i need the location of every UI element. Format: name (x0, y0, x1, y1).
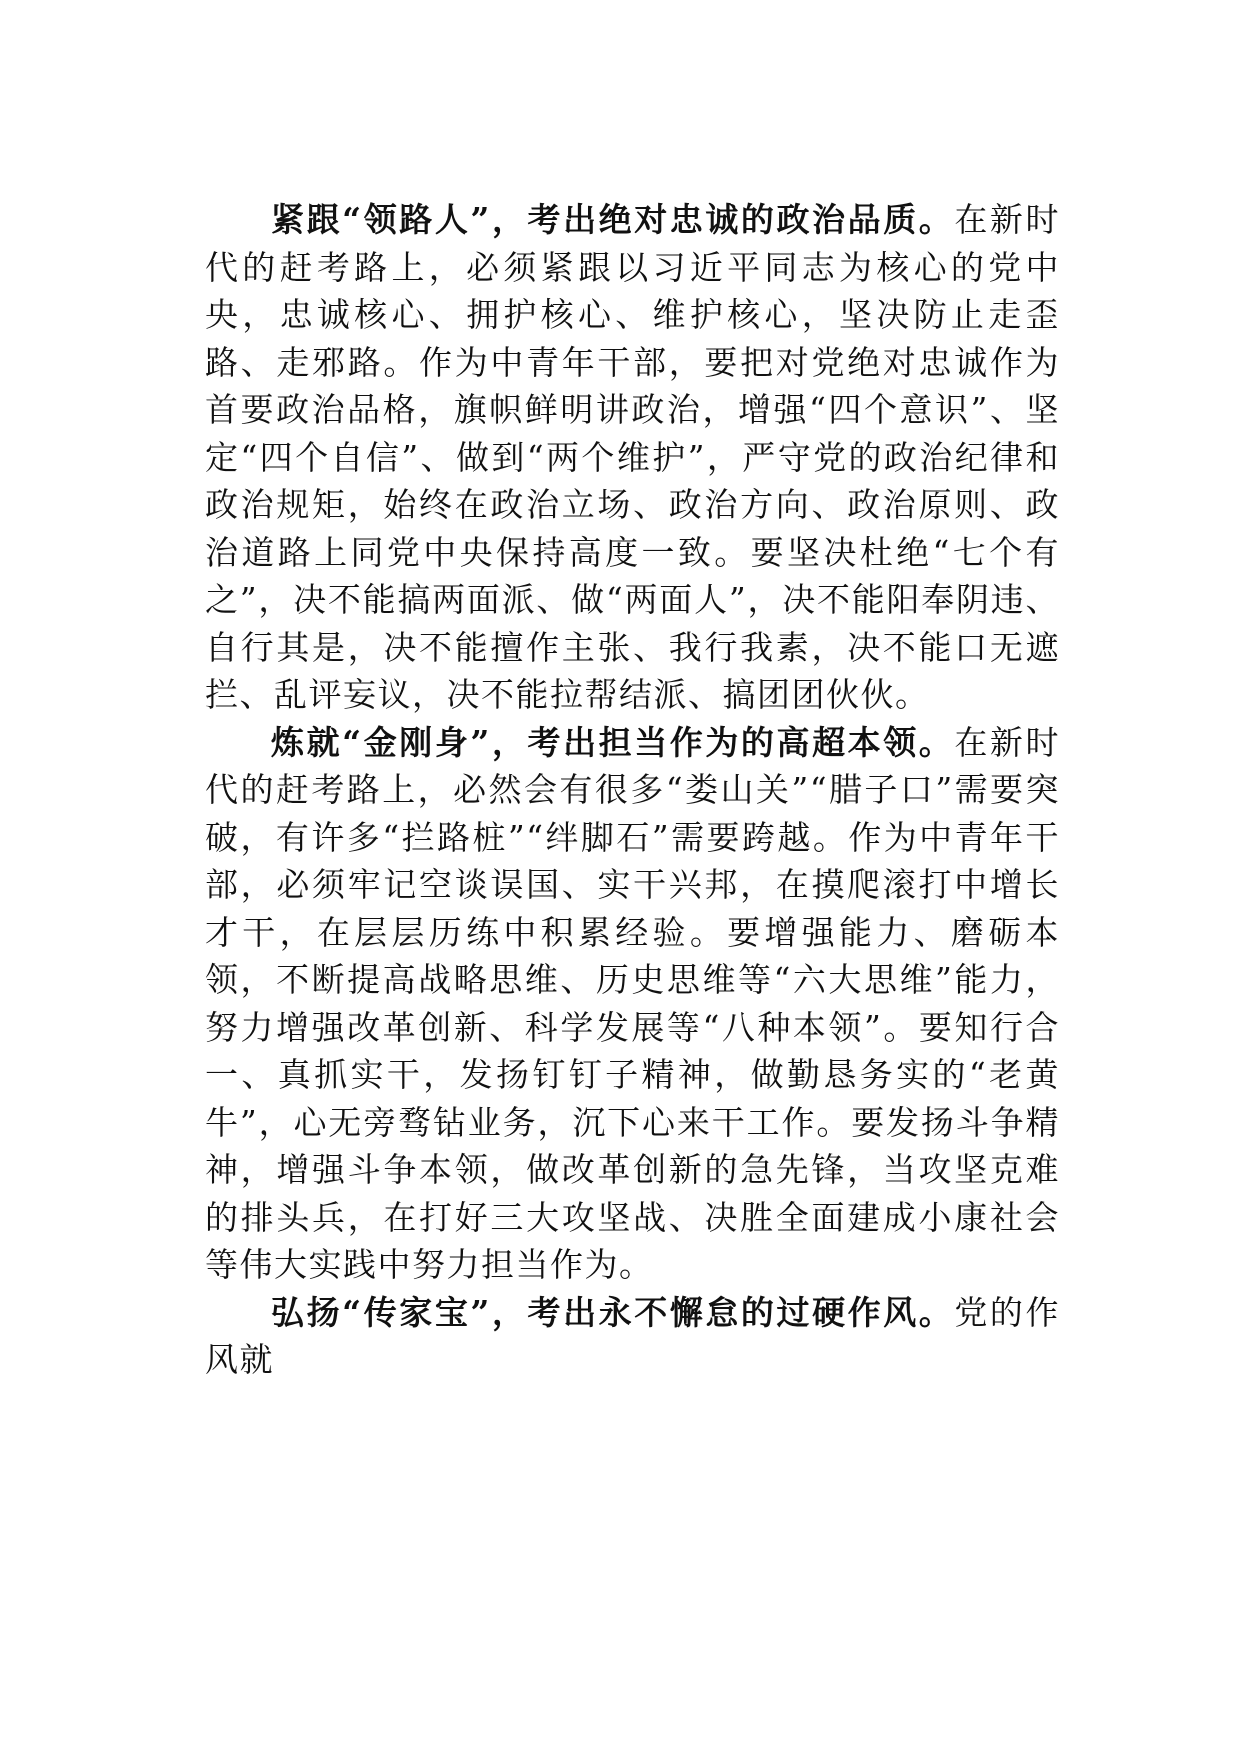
paragraph-body: 在新时代的赶考路上，必须紧跟以习近平同志为核心的党中央，忠诚核心、拥护核心、维护核心，坚决防止走歪路、走邪路。作为中青年干部，要把对党绝对忠诚作为首要政治品格，旗帜鲜明讲政治，增强“四个意识”、坚定“四个自信”、做到“两个维护”，严守党的政治纪律和政治规矩，始终在政治立场、政治方向、政治原则、政治道路上同党中央保持高度一致。要坚决杜绝“七个有之”，决不能搞两面派、做“两面人”，决不能阳奉阴违、自行其是，决不能擅作主张、我行我素，决不能口无遮拦、乱评妄议，决不能拉帮结派、搞团团伙伙。 (205, 200, 1060, 714)
paragraph-body: 在新时代的赶考路上，必然会有很多“娄山关”“腊子口”需要突破，有许多“拦路桩”“绊脚石”需要跨越。作为中青年干部，必须牢记空谈误国、实干兴邦，在摸爬滚打中增长才干，在层层历练中积累经验。要增强能力、磨砺本领，不断提高战略思维、历史思维等“六大思维”能力，努力增强改革创新、科学发展等“八种本领”。要知行合一、真抓实干，发扬钉钉子精神，做勤恳务实的“老黄牛”，心无旁骛钻业务，沉下心来干工作。要发扬斗争精神，增强斗争本领，做改革创新的急先锋，当攻坚克难的排头兵，在打好三大攻坚战、决胜全面建成小康社会等伟大实践中努力担当作为。 (205, 722, 1060, 1284)
paragraph-political-loyalty (205, 196, 1060, 719)
paragraph-style (205, 1289, 1060, 1384)
paragraph-heading: 紧跟“领路人”，考出绝对忠诚的政治品质。 (271, 200, 955, 239)
paragraph-ability (205, 719, 1060, 1289)
paragraph-heading: 炼就“金刚身”，考出担当作为的高超本领。 (271, 722, 955, 762)
paragraph-heading: 弘扬“传家宝”，考出永不懈怠的过硬作风。 (271, 1292, 955, 1332)
document-page (205, 196, 1060, 1384)
paragraph-body: 党的作风就 (205, 1292, 1060, 1379)
